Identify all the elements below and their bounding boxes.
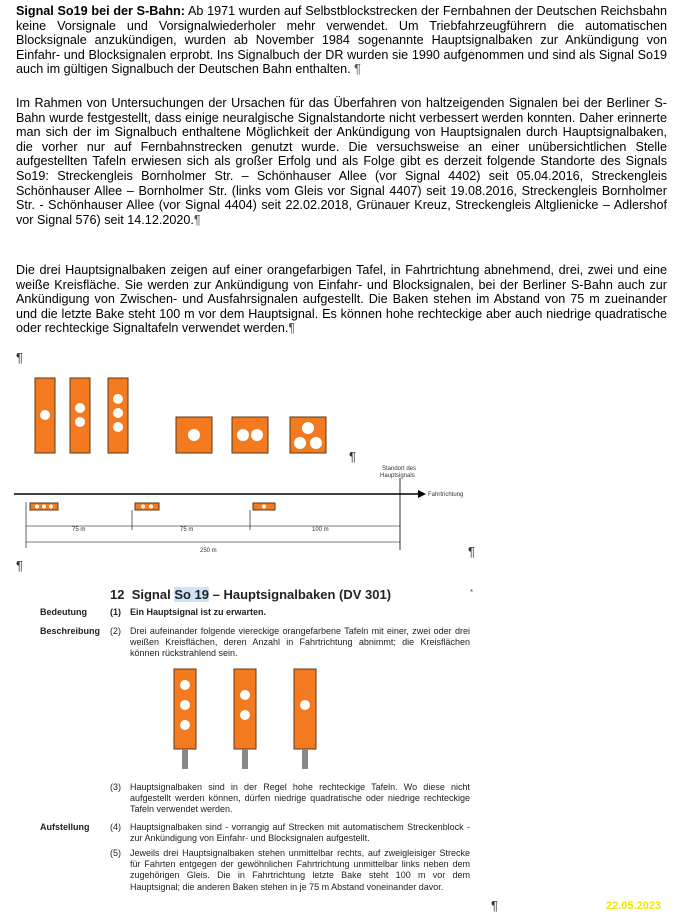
square-board-three-circles [290,417,326,453]
signal-location-label-2: Hauptsignals [380,473,415,479]
dv-title-post: – Hauptsignalbaken (DV 301) [209,587,392,602]
dv-item-number: (4) [110,822,121,832]
pilcrow: ¶ [288,321,296,336]
tall-board-two-circles [70,378,90,453]
dv-signal-illustration [160,665,340,775]
dv-board-one [294,669,316,769]
dv-title-highlight: So 19 [174,587,210,602]
dv-label-bedeutung: Bedeutung [40,607,87,617]
paragraph-description-text: Die drei Hauptsignalbaken zeigen auf einer orangefarbigen Tafel, in Fahrtrichtung abnehmend, drei, zwei und eine weiße Kreisfläche. Sie werden zur Ankündigung von Einfahr- und Blocksignalen, bei der Berliner S-Bahn auch zur Ankündigung von Zwischen- und Ausfahrsignalen aufgestellt. Die Baken stehen im Abstand von 75 m zueinander und die letzte Bake steht 100 m vor dem Hauptsignal. Es können hohe rechteckige aber auch niedrige quadratische oder rechteckige Signaltafeln verwendet werden. [16,263,667,336]
direction-arrow [418,490,426,498]
pilcrow: ¶ [349,449,356,464]
signal-board-diagram [0,370,681,560]
paragraph-intro [16,4,667,77]
dv-item-text: Drei aufeinander folgende viereckige orangefarbene Tafeln mit einer, zwei oder drei weißen Kreisflächen, deren Anzahl in Fahrtrichtung abnimmt; die Kreisflächen können rückstrahlend sein. [130,626,470,659]
paragraph-investigation-text: Im Rahmen von Untersuchungen der Ursachen für das Überfahren von haltzeigenden Signalen bei der Berliner S-Bahn wurde festgestellt, dass einige neuralgische Signalstandorte nicht verbessert werden konnten. Daher erinnerte man sich der im Signalbuch enthaltene Möglichkeit der Ankündigung von Hauptsignalen durch Hauptsignalbaken, die vorher nur auf Fernbahnstrecken genutzt wurde. Die versuchsweise an einer unübersichtlichen Stelle aufgestellten Tafeln erwiesen sich als großer Erfolg und als Folge gibt es derzeit folgende Standorte des Signals So19: Streckengleis Bornholmer Str. – Schönhauser Allee (vor Signal 4402) seit 05.04.2016, Streckengleis Schönhauser Allee – Bornholmer Str. (links vom Gleis vor Signal 4407) seit 19.08.2016, Streckengleis Bornholmer Str. - Schönhauser Allee (vor Signal 4404) seit 22.02.2018, Grünauer Kreuz, Streckengleis Altglienicke – Adlershof vor Signal 576) seit 14.12.2020. [16,96,667,227]
dv-item-number: (5) [110,848,121,858]
pilcrow: ¶ [468,544,475,559]
date-stamp: 22.05.2023 [606,900,662,912]
beacon-two [135,503,159,510]
square-board-two-circles [232,417,268,453]
dv-label-beschreibung: Beschreibung [40,626,101,636]
direction-label: Fahrtrichtung [428,492,464,498]
paragraph-intro-text: Ab 1971 wurden auf Selbstblockstrecken der Fernbahnen der Deutschen Reichsbahn keine Vorsignale und Vorsignalwiederholer mehr verwendet. Um Triebfahrzeugführern die automatischen Blocksignale anzukündigen, wurden ab November 1984 sogenannte Hauptsignalbaken zur Ankündigung von Einfahr- und Blocksignalen erprobt. Ins Signalbuch der DR wurden sie 1990 aufgenommen und sind als Signal So19 auch im gültigen Signalbuch der Deutschen Bahn enthalten. [16,4,667,77]
square-board-one-circle [176,417,212,453]
paragraph-lead: Signal So19 bei der S-Bahn: [16,4,185,18]
dv-item-number: (3) [110,782,121,792]
dimension-lines [26,502,400,548]
pilcrow: ¶ [193,212,201,227]
dv-item-number: (1) [110,607,121,617]
dv-item-text: Ein Hauptsignal ist zu erwarten. [130,607,267,617]
distance-label-3: 100 m [312,527,329,533]
distance-label-1: 75 m [72,527,86,533]
signal-location-label-1: Standort des [382,466,417,472]
tall-board-one-circle [35,378,55,453]
distance-label-2: 75 m [180,527,194,533]
dv-board-three [174,669,196,769]
dv-footnote-star: * [470,588,474,597]
pilcrow: ¶ [491,898,498,913]
dv-item-text: Hauptsignalbaken sind in der Regel hohe rechteckige Tafeln. Wo diese nicht aufgestellt werden können, dürfen niedrige quadratische oder niedrige rechteckige Tafeln verwendet werden. [130,782,470,815]
pilcrow: ¶ [16,350,23,365]
dv-item-text: Hauptsignalbaken sind - vorrangig auf Strecken mit automatischem Streckenblock - zur Ankündigung von Einfahr- und Blocksignalen aufgestellt. [130,822,470,844]
dv-label-aufstellung: Aufstellung [40,822,90,832]
dv-item-number: (2) [110,626,121,636]
pilcrow: ¶ [16,558,23,573]
tall-board-three-circles [108,378,128,453]
beacon-three [30,503,58,510]
beacon-one [253,503,275,510]
pilcrow: ¶ [354,62,361,77]
dv-section-number: 12 [110,587,125,602]
paragraph-description [16,263,667,336]
dv-board-two [234,669,256,769]
distance-total-label: 250 m [200,548,217,554]
dv-section-heading [110,587,391,602]
dv-title-pre: Signal [131,587,175,602]
dv-item-text: Jeweils drei Hauptsignalbaken stehen unmittelbar rechts, auf zweigleisiger Strecke für Fahrten entgegen der gewöhnlichen Fahrtrichtung unmittelbar links neben dem zugehörigen Gleis. Die in Fahrtrichtung letzte Bake steht 100 m vor dem Hauptsignal; die anderen Baken stehen in je 75 m Abstand voneinander davor. [130,848,470,892]
paragraph-investigation [16,96,667,227]
